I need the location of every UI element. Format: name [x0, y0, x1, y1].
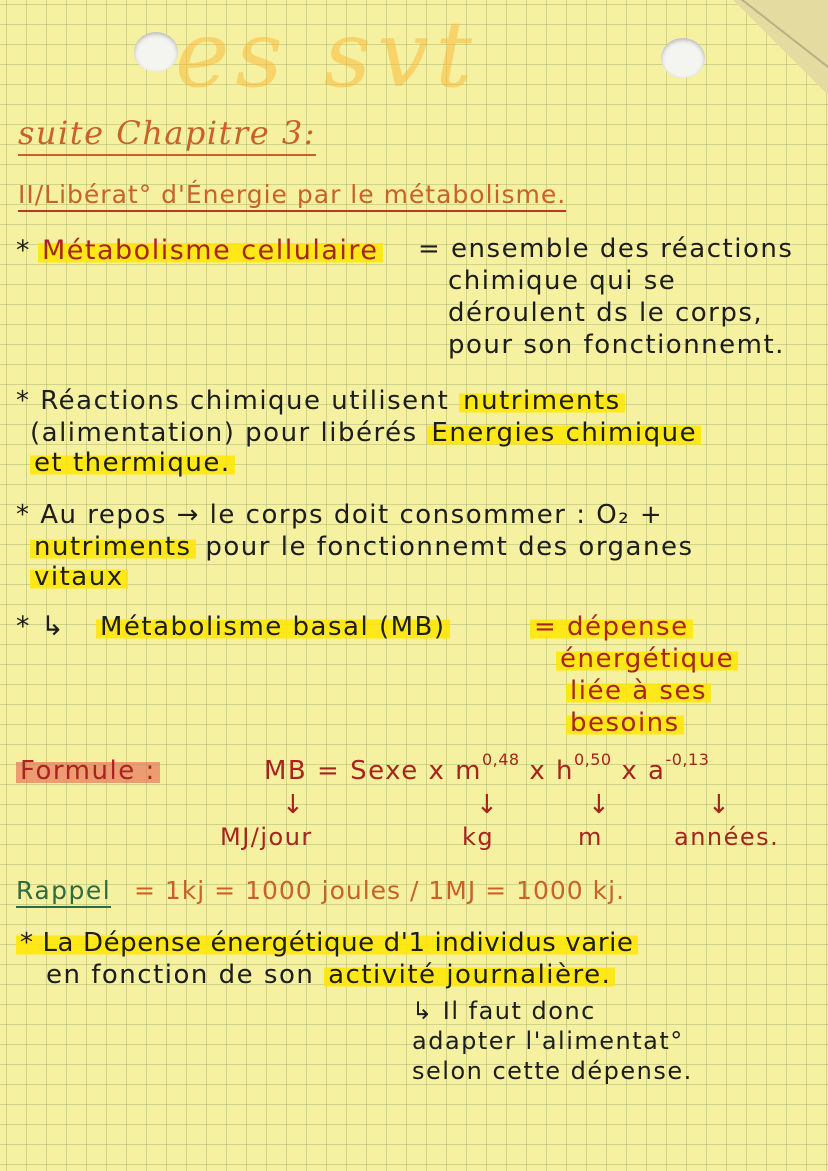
exponent-1: 0,48 — [481, 750, 520, 769]
note-line-2: adapter l'alimentat° — [412, 1027, 684, 1055]
basal-def-hl-2: énergétique — [556, 644, 738, 674]
punch-hole-right — [661, 38, 705, 78]
note-line-1: ↳ Il faut donc — [412, 997, 596, 1025]
definition-line-3: déroulent ds le corps, — [448, 298, 764, 328]
formule-highlight: Formule : — [16, 756, 160, 786]
reactions-text-b: (alimentation) pour libérés — [30, 418, 418, 448]
arrow-down-icon: ↓ — [282, 790, 304, 820]
repos-line-3 — [30, 562, 128, 592]
chapter-subtitle: suite Chapitre 3: — [18, 114, 316, 156]
arrow-down-icon: ↓ — [476, 790, 498, 820]
bracket-arrow: * ↳ — [16, 611, 66, 642]
reactions-text-a: * Réactions chimique utilisent — [16, 386, 450, 416]
activite-highlight: activité journalière. — [324, 960, 615, 990]
reactions-line-2 — [30, 418, 701, 448]
page-corner-fold — [733, 0, 828, 95]
exponent-3: -0,13 — [665, 750, 710, 769]
nutriments-repos-highlight: nutriments — [30, 532, 196, 562]
formule-expression — [264, 750, 710, 789]
term-metabolisme-cellulaire — [38, 236, 383, 266]
formule-mid-2: x a — [621, 756, 666, 786]
formule-main: MB = Sexe x m — [264, 756, 482, 786]
term-highlight: Métabolisme cellulaire — [38, 235, 383, 266]
thermique-highlight: et thermique. — [30, 448, 235, 478]
vitaux-highlight: vitaux — [30, 562, 128, 592]
basal-def-3 — [566, 676, 711, 706]
page-watermark: es svt — [175, 1, 479, 108]
term-metabolisme-basal — [96, 612, 450, 642]
definition-line-2: chimique qui se — [448, 266, 677, 296]
unit-m: m — [578, 823, 603, 851]
basal-def-hl-1: = dépense — [530, 612, 693, 642]
punch-hole-left — [134, 32, 178, 72]
repos-text-c: pour le fonctionnemt des organes — [205, 532, 694, 562]
basal-def-hl-4: besoins — [566, 708, 684, 738]
basal-highlight: Métabolisme basal (MB) — [96, 612, 450, 642]
arrow-down-icon: ↓ — [588, 790, 610, 820]
section-heading: II/Libérat° d'Énergie par le métabolisme. — [18, 180, 566, 212]
basal-def-2 — [556, 644, 738, 674]
unit-annees: années. — [674, 823, 780, 851]
depense-line-2 — [46, 960, 615, 990]
rappel-text: = 1kj = 1000 joules / 1MJ = 1000 kj. — [134, 876, 626, 905]
depense-highlight: * La Dépense énergétique d'1 individus varie — [16, 928, 638, 958]
basal-def-4 — [566, 708, 684, 738]
definition-line-4: pour son fonctionnemt. — [448, 330, 785, 360]
energies-highlight: Energies chimique — [427, 418, 701, 448]
basal-def-1 — [530, 612, 693, 642]
arrow-down-icon: ↓ — [708, 790, 730, 820]
note-line-3: selon cette dépense. — [412, 1057, 693, 1085]
bullet-star: * — [16, 235, 31, 266]
basal-def-hl-3: liée à ses — [566, 676, 711, 706]
repos-line-2 — [30, 532, 694, 562]
exponent-2: 0,50 — [573, 750, 612, 769]
unit-kg: kg — [462, 823, 495, 851]
reactions-line-1 — [16, 386, 625, 416]
formule-label — [16, 756, 160, 786]
formule-mid-1: x h — [529, 756, 574, 786]
reactions-line-3 — [30, 448, 235, 478]
depense-line-1 — [16, 928, 638, 958]
unit-mj-jour: MJ/jour — [220, 823, 313, 851]
rappel-label: Rappel — [16, 876, 111, 908]
definition-line-1: = ensemble des réactions — [418, 234, 794, 264]
repos-text-a: * Au repos → le corps doit — [16, 500, 390, 530]
depense-text: en fonction de son — [46, 960, 315, 990]
repos-line-1 — [16, 500, 663, 530]
nutriments-highlight: nutriments — [459, 386, 625, 416]
repos-text-b: consommer : O₂ + — [399, 500, 664, 530]
